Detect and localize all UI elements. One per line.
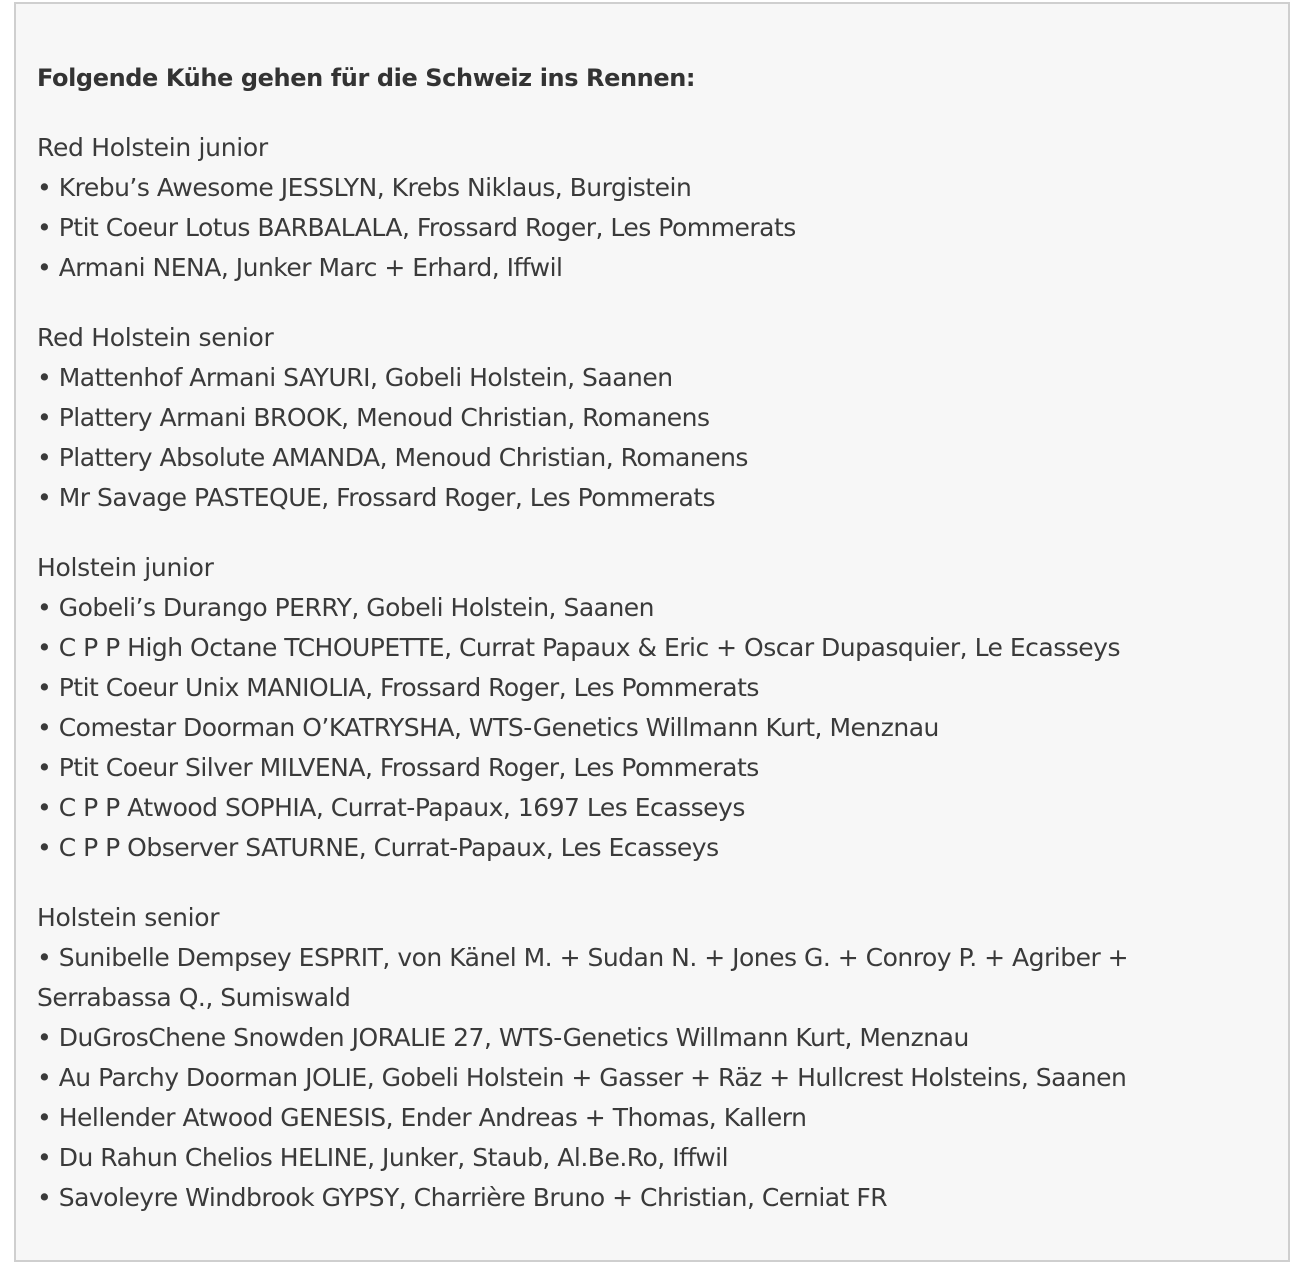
cow-entry xyxy=(37,478,1268,518)
cow-entry-text: C P P Observer SATURNE, Currat-Papaux, Les Ecasseys xyxy=(58,833,719,862)
category-group xyxy=(37,898,1268,1218)
bullet-icon: • xyxy=(37,403,52,432)
cow-entry xyxy=(37,358,1268,398)
cow-entry-text: C P P Atwood SOPHIA, Currat-Papaux, 1697 Les Ecasseys xyxy=(58,793,745,822)
cow-entry-text: Plattery Absolute AMANDA, Menoud Christian, Romanens xyxy=(58,443,748,472)
bullet-icon: • xyxy=(37,483,52,512)
category-group xyxy=(37,128,1268,288)
bullet-icon: • xyxy=(37,753,52,782)
bullet-icon: • xyxy=(37,1063,52,1092)
cow-entry xyxy=(37,828,1268,868)
bullet-icon: • xyxy=(37,443,52,472)
cow-entry xyxy=(37,168,1268,208)
cow-entry-text: DuGrosChene Snowden JORALIE 27, WTS-Genetics Willmann Kurt, Menznau xyxy=(58,1023,969,1052)
cow-entry-text: Ptit Coeur Silver MILVENA, Frossard Roger, Les Pommerats xyxy=(58,753,759,782)
cow-entry-text: Mr Savage PASTEQUE, Frossard Roger, Les Pommerats xyxy=(58,483,716,512)
bullet-icon: • xyxy=(37,673,52,702)
cow-entry-text: Krebu’s Awesome JESSLYN, Krebs Niklaus, Burgistein xyxy=(58,173,692,202)
bullet-icon: • xyxy=(37,1103,52,1132)
cow-entry-text: Savoleyre Windbrook GYPSY, Charrière Bruno + Christian, Cerniat FR xyxy=(58,1183,888,1212)
cow-entry xyxy=(37,668,1268,708)
category-title: Red Holstein senior xyxy=(37,323,274,352)
bullet-icon: • xyxy=(37,713,52,742)
cow-entry xyxy=(37,588,1268,628)
cow-entry xyxy=(37,248,1268,288)
cow-entry xyxy=(37,1178,1268,1218)
heading: Folgende Kühe gehen für die Schweiz ins Rennen: xyxy=(37,64,696,92)
cow-entry-text: Hellender Atwood GENESIS, Ender Andreas + Thomas, Kallern xyxy=(58,1103,807,1132)
bullet-icon: • xyxy=(37,1183,52,1212)
category-title: Red Holstein junior xyxy=(37,133,268,162)
groups-container xyxy=(37,128,1268,1218)
cow-entry xyxy=(37,1018,1268,1058)
cow-entry-text: Du Rahun Chelios HELINE, Junker, Staub, Al.Be.Ro, Iffwil xyxy=(58,1143,729,1172)
cow-entry-text: Sunibelle Dempsey ESPRIT, von Känel M. + Sudan N. + Jones G. + Conroy P. + Agriber + Serrabassa Q., Sumiswald xyxy=(37,943,1129,1012)
cow-entry xyxy=(37,628,1268,668)
cow-entry-text: Mattenhof Armani SAYURI, Gobeli Holstein, Saanen xyxy=(58,363,673,392)
bullet-icon: • xyxy=(37,793,52,822)
article-box xyxy=(14,2,1290,1262)
bullet-icon: • xyxy=(37,213,52,242)
cow-entry-text: Ptit Coeur Unix MANIOLIA, Frossard Roger, Les Pommerats xyxy=(58,673,759,702)
cow-entry-text: Gobeli’s Durango PERRY, Gobeli Holstein, Saanen xyxy=(58,593,655,622)
cow-entry xyxy=(37,788,1268,828)
cow-entry-text: Plattery Armani BROOK, Menoud Christian, Romanens xyxy=(58,403,710,432)
cow-entry xyxy=(37,1098,1268,1138)
cow-entry xyxy=(37,208,1268,248)
bullet-icon: • xyxy=(37,833,52,862)
cow-entry xyxy=(37,398,1268,438)
category-title: Holstein junior xyxy=(37,553,214,582)
bullet-icon: • xyxy=(37,943,52,972)
cow-entry xyxy=(37,1058,1268,1098)
bullet-icon: • xyxy=(37,1023,52,1052)
cow-entry-text: Comestar Doorman O’KATRYSHA, WTS-Genetics Willmann Kurt, Menznau xyxy=(58,713,939,742)
cow-entry xyxy=(37,708,1268,748)
cow-entry xyxy=(37,748,1268,788)
bullet-icon: • xyxy=(37,173,52,202)
bullet-icon: • xyxy=(37,1143,52,1172)
bullet-icon: • xyxy=(37,593,52,622)
cow-entry xyxy=(37,938,1268,1018)
bullet-icon: • xyxy=(37,253,52,282)
category-group xyxy=(37,548,1268,868)
cow-entry-text: C P P High Octane TCHOUPETTE, Currat Papaux & Eric + Oscar Dupasquier, Le Ecasseys xyxy=(58,633,1120,662)
cow-entry-text: Au Parchy Doorman JOLIE, Gobeli Holstein + Gasser + Räz + Hullcrest Holsteins, Saanen xyxy=(58,1063,1127,1092)
category-group xyxy=(37,318,1268,518)
cow-entry-text: Armani NENA, Junker Marc + Erhard, Iffwil xyxy=(58,253,563,282)
cow-entry xyxy=(37,1138,1268,1178)
bullet-icon: • xyxy=(37,633,52,662)
cow-entry-text: Ptit Coeur Lotus BARBALALA, Frossard Roger, Les Pommerats xyxy=(58,213,796,242)
cow-entry xyxy=(37,438,1268,478)
bullet-icon: • xyxy=(37,363,52,392)
category-title: Holstein senior xyxy=(37,903,220,932)
